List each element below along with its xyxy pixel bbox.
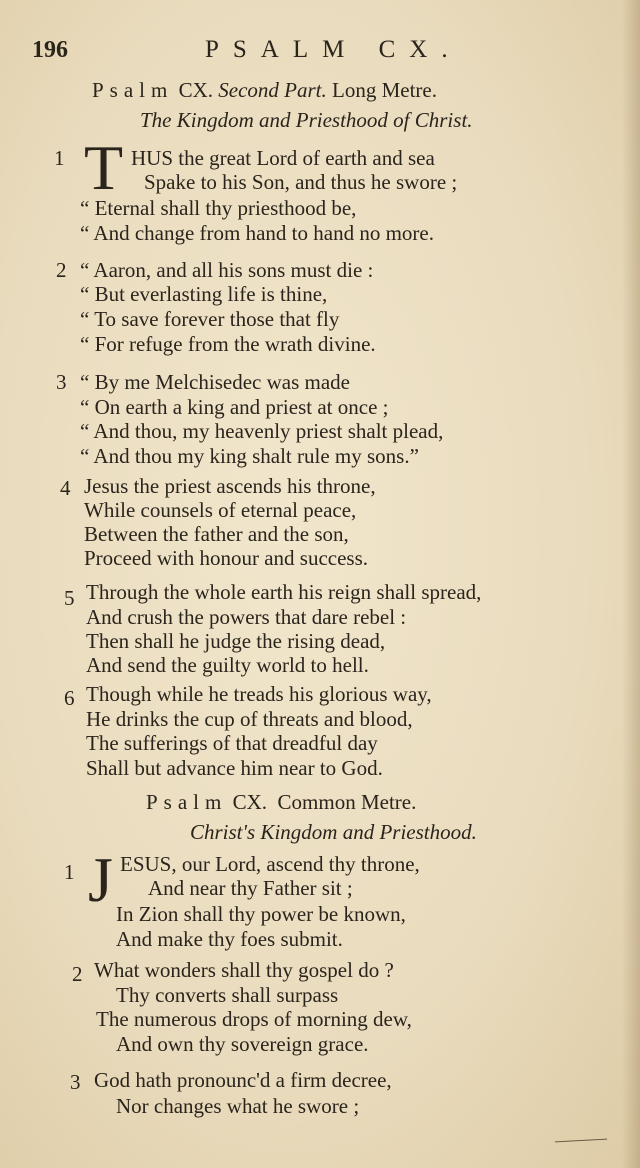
psalm-word: Psalm [92, 78, 174, 102]
metre-label: Common Metre. [277, 790, 417, 814]
stanza-number: 2 [56, 258, 67, 282]
verse-line: God hath pronounc'd a firm decree, [94, 1068, 392, 1092]
running-title: PSALM CX. [205, 36, 462, 63]
verse-line: “ And thou, my heavenly priest shalt plead, [80, 419, 444, 443]
verse-line: Through the whole earth his reign shall spread, [86, 580, 482, 604]
stanza-number: 3 [70, 1070, 81, 1094]
verse-line: “ To save forever those that fly [80, 307, 340, 331]
verse-line: He drinks the cup of threats and blood, [86, 707, 413, 731]
verse-line: “ For refuge from the wrath divine. [80, 332, 376, 356]
verse-line: “ By me Melchisedec was made [80, 370, 350, 394]
verse-line: And near thy Father sit ; [148, 876, 353, 900]
verse-line: Jesus the priest ascends his throne, [84, 474, 376, 498]
psalm-heading [146, 790, 416, 814]
verse-line: Spake to his Son, and thus he swore ; [144, 170, 458, 194]
psalm-subtitle: The Kingdom and Priesthood of Christ. [140, 108, 473, 132]
verse-line: In Zion shall thy power be known, [116, 902, 406, 926]
verse-line: The sufferings of that dreadful day [86, 731, 378, 755]
verse-line: ESUS, our Lord, ascend thy throne, [120, 852, 420, 876]
verse-line: Between the father and the son, [84, 522, 349, 546]
verse-line: Then shall he judge the rising dead, [86, 629, 386, 653]
verse-line: “ Eternal shall thy priesthood be, [80, 196, 357, 220]
verse-line: “ And change from hand to hand no more. [80, 221, 434, 245]
psalm-number: CX. [232, 790, 268, 814]
verse-line: What wonders shall thy gospel do ? [94, 958, 394, 982]
part-label: Second Part. [218, 78, 327, 102]
verse-line: The numerous drops of morning dew, [96, 1007, 412, 1031]
psalm-number: CX. [178, 78, 214, 102]
verse-line: And own thy sovereign grace. [116, 1032, 369, 1056]
verse-line: HUS the great Lord of earth and sea [131, 146, 435, 170]
psalm-word: Psalm [146, 790, 228, 814]
verse-line: “ Aaron, and all his sons must die : [80, 258, 374, 282]
metre-label: Long Metre. [332, 78, 437, 102]
verse-line: And crush the powers that dare rebel : [86, 605, 407, 629]
drop-cap: T [84, 132, 124, 203]
stanza-number: 5 [64, 586, 75, 610]
verse-line: Thy converts shall surpass [116, 983, 339, 1007]
verse-line: Shall but advance him near to God. [86, 756, 383, 780]
stanza-number: 1 [54, 146, 65, 170]
verse-line: While counsels of eternal peace, [84, 498, 357, 522]
page-number: 196 [32, 37, 68, 63]
verse-line: “ On earth a king and priest at once ; [80, 395, 389, 419]
verse-line: And make thy foes submit. [116, 927, 343, 951]
stanza-number: 2 [72, 962, 83, 986]
drop-cap: J [88, 844, 113, 915]
verse-line: Nor changes what he swore ; [116, 1094, 360, 1118]
catchword-rule [555, 1139, 607, 1143]
psalm-heading [92, 78, 437, 102]
stanza-number: 1 [64, 860, 75, 884]
stanza-number: 4 [60, 476, 71, 500]
verse-line: “ But everlasting life is thine, [80, 282, 328, 306]
psalm-subtitle: Christ's Kingdom and Priesthood. [190, 820, 477, 844]
verse-line: “ And thou my king shalt rule my sons.” [80, 444, 419, 468]
verse-line: Proceed with honour and success. [84, 546, 369, 570]
page-edge-shadow [622, 0, 640, 1168]
stanza-number: 6 [64, 686, 75, 710]
verse-line: And send the guilty world to hell. [86, 653, 369, 677]
verse-line: Though while he treads his glorious way, [86, 682, 432, 706]
stanza-number: 3 [56, 370, 67, 394]
